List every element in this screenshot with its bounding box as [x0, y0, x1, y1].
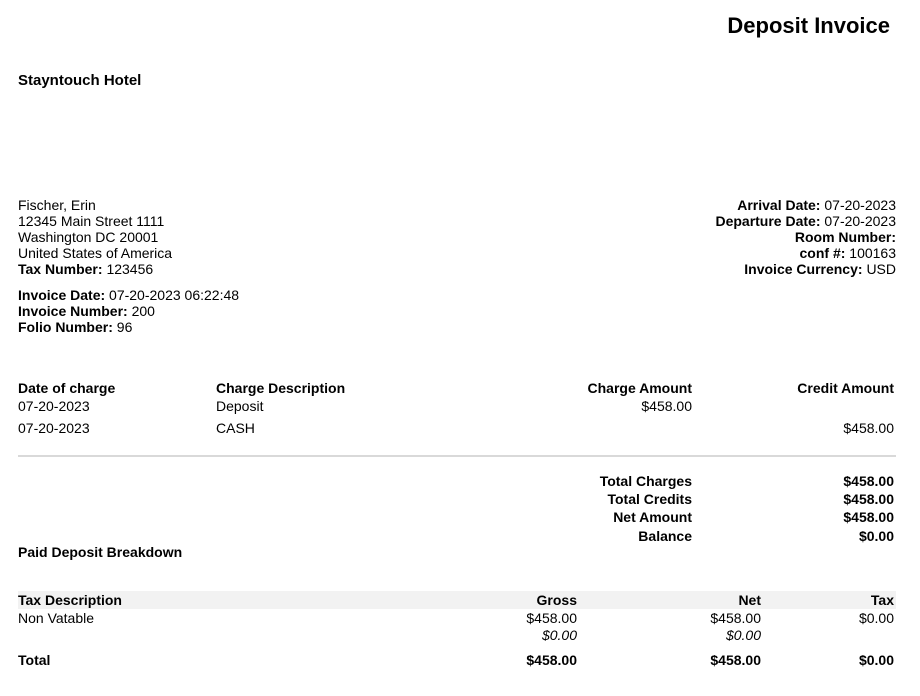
arrival-label: Arrival Date:	[737, 197, 821, 213]
total-charges-value: $458.00	[843, 473, 894, 489]
charge-row-2-description: CASH	[216, 420, 255, 436]
net-amount-label: Net Amount	[613, 509, 692, 525]
currency-label: Invoice Currency:	[744, 261, 863, 277]
conf-label: conf #:	[799, 245, 846, 261]
tax-row-1-description: Non Vatable	[18, 610, 95, 626]
tax-header-description: Tax Description	[18, 592, 122, 608]
total-credits-value: $458.00	[843, 491, 894, 507]
total-charges-label: Total Charges	[599, 473, 692, 489]
charge-row-2-credit: $458.00	[843, 420, 894, 436]
tax-total-tax: $0.00	[858, 652, 894, 668]
room-label: Room Number:	[794, 229, 896, 245]
charges-header-date: Date of charge	[18, 380, 116, 396]
guest-address-block	[18, 197, 172, 277]
tax-total-net: $458.00	[710, 652, 761, 668]
balance-label: Balance	[638, 528, 692, 544]
departure-label: Departure Date:	[715, 213, 821, 229]
guest-tax-number	[18, 261, 172, 277]
tax-row-1-tax: $0.00	[858, 610, 894, 626]
arrival-date	[715, 197, 896, 213]
guest-name: Fischer, Erin	[18, 197, 96, 213]
charges-header-description: Charge Description	[216, 380, 346, 396]
invoice-number-value: 200	[131, 303, 155, 319]
invoice-number	[18, 303, 239, 319]
charges-divider	[18, 455, 896, 457]
room-number	[715, 229, 896, 245]
currency-value: USD	[866, 261, 896, 277]
folio-label: Folio Number:	[18, 319, 113, 335]
invoice-date-label: Invoice Date:	[18, 287, 106, 303]
arrival-value: 07-20-2023	[824, 197, 896, 213]
charge-row-2-date: 07-20-2023	[18, 420, 90, 436]
invoice-meta-block	[18, 287, 239, 335]
charges-header-charge: Charge Amount	[587, 380, 692, 396]
guest-country: United States of America	[18, 245, 173, 261]
tax-total-label: Total	[18, 652, 51, 668]
charge-row-1-description: Deposit	[216, 398, 264, 414]
deposit-breakdown-heading: Paid Deposit Breakdown	[18, 544, 183, 560]
invoice-date-value: 07-20-2023 06:22:48	[109, 287, 240, 303]
tax-number-value: 123456	[106, 261, 154, 277]
departure-value: 07-20-2023	[824, 213, 896, 229]
tax-row-1-net: $458.00	[710, 610, 761, 626]
invoice-number-label: Invoice Number:	[18, 303, 128, 319]
tax-row-2-gross: $0.00	[541, 627, 577, 643]
invoice-date	[18, 287, 239, 303]
tax-row-1-gross: $458.00	[526, 610, 577, 626]
charge-row-1-date: 07-20-2023	[18, 398, 90, 414]
departure-date	[715, 213, 896, 229]
tax-header-net: Net	[738, 592, 761, 608]
folio-number	[18, 319, 239, 335]
hotel-name: Stayntouch Hotel	[18, 72, 142, 89]
invoice-title: Deposit Invoice	[727, 13, 890, 38]
tax-header-tax: Tax	[870, 592, 894, 608]
charges-header-credit: Credit Amount	[797, 380, 894, 396]
charge-row-1-charge: $458.00	[641, 398, 692, 414]
total-credits-label: Total Credits	[607, 491, 692, 507]
guest-city: Washington DC 20001	[18, 229, 159, 245]
confirmation-number	[715, 245, 896, 261]
tax-header-gross: Gross	[536, 592, 577, 608]
folio-value: 96	[116, 319, 133, 335]
tax-row-2-net: $0.00	[725, 627, 761, 643]
invoice-currency	[715, 261, 896, 277]
net-amount-value: $458.00	[843, 509, 894, 525]
tax-table-header-bg	[18, 591, 896, 609]
tax-total-gross: $458.00	[526, 652, 577, 668]
stay-details-block	[715, 197, 896, 277]
balance-value: $0.00	[858, 528, 894, 544]
conf-value: 100163	[849, 245, 896, 261]
guest-street: 12345 Main Street 1111	[18, 213, 165, 229]
tax-number-label: Tax Number:	[18, 261, 103, 277]
